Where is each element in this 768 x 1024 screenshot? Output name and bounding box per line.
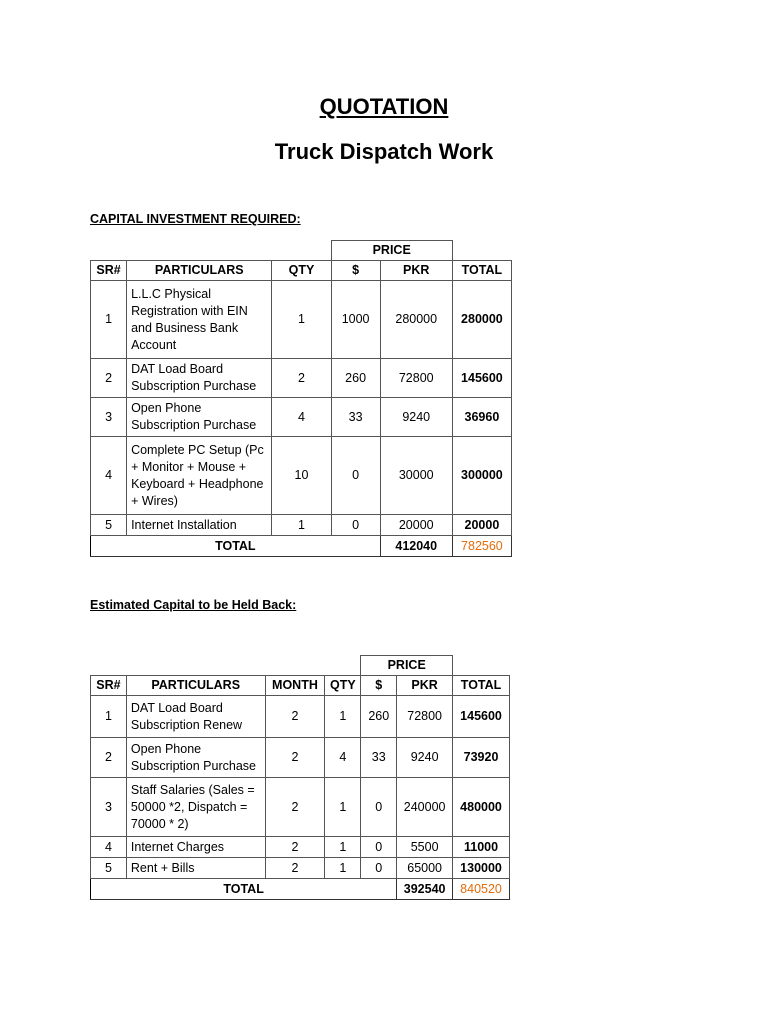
cell-qty: 10: [272, 437, 331, 515]
cell-usd: 260: [331, 359, 380, 398]
cell-pkr: 72800: [380, 359, 452, 398]
cell-month: 2: [265, 738, 325, 778]
header-row: [91, 261, 512, 281]
cell-month: 2: [265, 696, 325, 738]
cell-total: 11000: [453, 837, 510, 858]
cell-particulars: Staff Salaries (Sales = 50000 *2, Dispatch = 70000 * 2): [126, 778, 265, 837]
cell-usd: 0: [361, 858, 397, 879]
cell-sr: 5: [91, 515, 127, 536]
table-row: [91, 437, 512, 515]
cell-usd: 33: [361, 738, 397, 778]
price-group-row: [91, 241, 512, 261]
cell-qty: 1: [325, 837, 361, 858]
cell-sr: 1: [91, 281, 127, 359]
cell-total: 73920: [453, 738, 510, 778]
cell-total: 145600: [453, 696, 510, 738]
cell-total: 145600: [452, 359, 511, 398]
cell-month: 2: [265, 778, 325, 837]
cell-month: 2: [265, 837, 325, 858]
price-group-header: PRICE: [331, 241, 452, 261]
cell-total: 300000: [452, 437, 511, 515]
total-pkr: 392540: [397, 879, 453, 900]
cell-total: 280000: [452, 281, 511, 359]
cell-usd: 260: [361, 696, 397, 738]
table-row: [91, 359, 512, 398]
cell-sr: 2: [91, 359, 127, 398]
cell-pkr: 65000: [397, 858, 453, 879]
cell-particulars: Complete PC Setup (Pc + Monitor + Mouse + Keyboard + Headphone + Wires): [127, 437, 272, 515]
price-group-row: [91, 656, 510, 676]
cell-pkr: 9240: [397, 738, 453, 778]
cell-qty: 1: [325, 696, 361, 738]
cell-sr: 2: [91, 738, 127, 778]
table-row: [91, 738, 510, 778]
table-row: [91, 398, 512, 437]
capital-investment-table: [90, 240, 512, 557]
total-label: TOTAL: [91, 879, 397, 900]
cell-sr: 5: [91, 858, 127, 879]
cell-particulars: DAT Load Board Subscription Purchase: [127, 359, 272, 398]
col-header-particulars: PARTICULARS: [126, 676, 265, 696]
cell-usd: 0: [361, 837, 397, 858]
cell-qty: 1: [325, 858, 361, 879]
col-header-usd: $: [361, 676, 397, 696]
cell-total: 480000: [453, 778, 510, 837]
table-row: [91, 281, 512, 359]
table-row: [91, 858, 510, 879]
cell-qty: 1: [325, 778, 361, 837]
cell-particulars: Open Phone Subscription Purchase: [126, 738, 265, 778]
cell-particulars: DAT Load Board Subscription Renew: [126, 696, 265, 738]
col-header-usd: $: [331, 261, 380, 281]
cell-pkr: 5500: [397, 837, 453, 858]
cell-total: 130000: [453, 858, 510, 879]
cell-qty: 4: [325, 738, 361, 778]
held-back-table: [90, 655, 510, 900]
cell-sr: 1: [91, 696, 127, 738]
table-row: [91, 778, 510, 837]
table-row: [91, 696, 510, 738]
cell-pkr: 20000: [380, 515, 452, 536]
cell-usd: 0: [361, 778, 397, 837]
cell-qty: 1: [272, 515, 331, 536]
table-row: [91, 515, 512, 536]
col-header-qty: QTY: [272, 261, 331, 281]
col-header-particulars: PARTICULARS: [127, 261, 272, 281]
cell-pkr: 72800: [397, 696, 453, 738]
cell-usd: 0: [331, 437, 380, 515]
cell-usd: 33: [331, 398, 380, 437]
held-back-heading: Estimated Capital to be Held Back:: [90, 598, 297, 612]
cell-qty: 4: [272, 398, 331, 437]
cell-pkr: 9240: [380, 398, 452, 437]
page-subtitle: Truck Dispatch Work: [274, 139, 494, 164]
col-header-sr: SR#: [91, 676, 127, 696]
col-header-total: TOTAL: [452, 261, 511, 281]
cell-total: 20000: [452, 515, 511, 536]
total-label: TOTAL: [91, 536, 381, 557]
price-group-header: PRICE: [361, 656, 453, 676]
total-pkr: 412040: [380, 536, 452, 557]
cell-month: 2: [265, 858, 325, 879]
cell-particulars: Rent + Bills: [126, 858, 265, 879]
cell-qty: 1: [272, 281, 331, 359]
cell-particulars: Internet Installation: [127, 515, 272, 536]
grand-total: 782560: [452, 536, 511, 557]
grand-total: 840520: [453, 879, 510, 900]
col-header-total: TOTAL: [453, 676, 510, 696]
cell-sr: 3: [91, 778, 127, 837]
cell-sr: 4: [91, 837, 127, 858]
cell-usd: 1000: [331, 281, 380, 359]
col-header-pkr: PKR: [397, 676, 453, 696]
table-row: [91, 837, 510, 858]
total-row: [91, 536, 512, 557]
cell-pkr: 240000: [397, 778, 453, 837]
col-header-month: MONTH: [265, 676, 325, 696]
cell-total: 36960: [452, 398, 511, 437]
cell-particulars: Open Phone Subscription Purchase: [127, 398, 272, 437]
cell-pkr: 280000: [380, 281, 452, 359]
cell-particulars: Internet Charges: [126, 837, 265, 858]
cell-usd: 0: [331, 515, 380, 536]
cell-qty: 2: [272, 359, 331, 398]
total-row: [91, 879, 510, 900]
cell-sr: 4: [91, 437, 127, 515]
cell-particulars: L.L.C Physical Registration with EIN and Business Bank Account: [127, 281, 272, 359]
cell-pkr: 30000: [380, 437, 452, 515]
cell-sr: 3: [91, 398, 127, 437]
capital-investment-heading: CAPITAL INVESTMENT REQUIRED:: [90, 212, 301, 226]
col-header-qty: QTY: [325, 676, 361, 696]
col-header-pkr: PKR: [380, 261, 452, 281]
page-title: QUOTATION: [319, 94, 449, 119]
header-row: [91, 676, 510, 696]
col-header-sr: SR#: [91, 261, 127, 281]
